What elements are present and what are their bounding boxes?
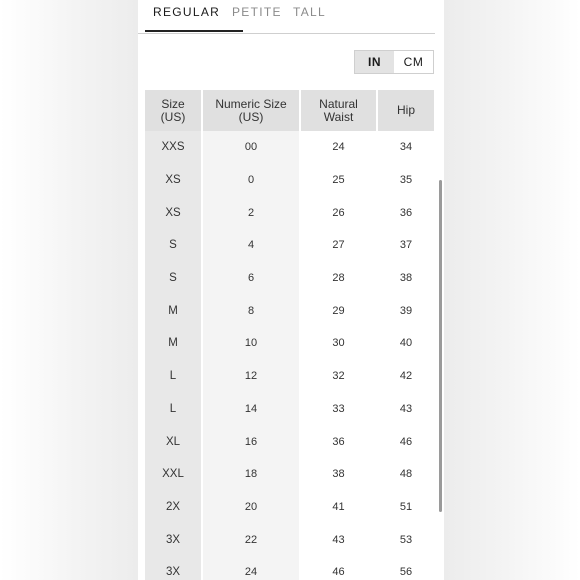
tab-regular[interactable]: REGULAR (153, 5, 221, 19)
table-row (145, 131, 434, 164)
table-cell: 22 (202, 523, 300, 556)
table-row (145, 458, 434, 491)
size-table (145, 90, 434, 580)
table-cell: 3X (145, 556, 202, 580)
scrollbar-thumb[interactable] (439, 180, 442, 512)
table-cell: 30 (300, 327, 377, 360)
unit-cm-button[interactable]: CM (403, 55, 424, 69)
table-cell: 26 (300, 196, 377, 229)
table-row (145, 491, 434, 524)
table-row (145, 393, 434, 426)
table-cell: 36 (399, 206, 413, 219)
table-cell: 35 (399, 174, 413, 187)
table-cell: 33 (300, 393, 377, 426)
table-cell: XL (145, 425, 202, 458)
table-cell: M (145, 294, 202, 327)
table-row (145, 262, 434, 295)
table-cell: 6 (202, 262, 300, 295)
table-cell: S (145, 229, 202, 262)
column-header (300, 90, 377, 131)
table-cell: 34 (399, 141, 413, 154)
table-cell: 32 (300, 360, 377, 393)
table-cell: 46 (300, 556, 377, 580)
table-row (145, 425, 434, 458)
table-cell: 16 (202, 425, 300, 458)
table-cell: 36 (300, 425, 377, 458)
table-cell: L (145, 360, 202, 393)
table-cell: 46 (399, 435, 413, 448)
table-cell: 29 (300, 294, 377, 327)
table-cell: 0 (202, 164, 300, 197)
table-cell: 56 (399, 566, 413, 579)
table-row (145, 164, 434, 197)
table-cell: 37 (399, 239, 413, 252)
table-cell: XXS (145, 131, 202, 164)
column-header-line: (US) (238, 109, 264, 124)
column-header-line: Natural (319, 96, 358, 111)
table-cell: 48 (399, 468, 413, 481)
unit-in-button[interactable]: IN (355, 51, 394, 73)
table-cell: 51 (399, 500, 413, 513)
table-cell: 4 (202, 229, 300, 262)
unit-toggle (354, 50, 434, 74)
column-header (377, 90, 434, 131)
table-cell: 12 (202, 360, 300, 393)
column-header (202, 90, 300, 131)
table-cell: 53 (399, 533, 413, 546)
table-cell: 24 (300, 131, 377, 164)
table-cell: 10 (202, 327, 300, 360)
column-header-line: Hip (396, 103, 415, 117)
table-row (145, 523, 434, 556)
table-cell: 2X (145, 491, 202, 524)
table-header-row (145, 90, 434, 131)
table-cell: 43 (399, 402, 413, 415)
table-cell: 27 (300, 229, 377, 262)
table-row (145, 556, 434, 580)
table-row (145, 196, 434, 229)
table-cell: L (145, 393, 202, 426)
table-cell: 20 (202, 491, 300, 524)
table-cell: M (145, 327, 202, 360)
table-row (145, 327, 434, 360)
column-header-line: Numeric Size (215, 96, 287, 111)
table-row (145, 360, 434, 393)
table-cell: 2 (202, 196, 300, 229)
table-cell: S (145, 262, 202, 295)
column-header-line: Waist (323, 109, 354, 124)
table-cell: 24 (202, 556, 300, 580)
table-cell: 43 (300, 523, 377, 556)
table-cell: 39 (399, 304, 413, 317)
table-cell: XS (145, 164, 202, 197)
table-cell: XXL (145, 458, 202, 491)
table-cell: 40 (399, 337, 413, 350)
table-cell: 14 (202, 393, 300, 426)
column-header (145, 90, 202, 131)
table-cell: 00 (202, 131, 300, 164)
table-row (145, 229, 434, 262)
table-cell: 41 (300, 491, 377, 524)
table-cell: 42 (399, 370, 413, 383)
right-backdrop (444, 0, 580, 580)
table-body (145, 131, 434, 580)
tab-tall[interactable]: TALL (293, 5, 326, 19)
fit-tabs (138, 0, 435, 34)
table-cell: 28 (300, 262, 377, 295)
column-header-line: (US) (160, 109, 186, 124)
column-header-line: Size (161, 96, 185, 111)
table-cell: 8 (202, 294, 300, 327)
table-cell: 3X (145, 523, 202, 556)
table-row (145, 294, 434, 327)
table-cell: 18 (202, 458, 300, 491)
left-backdrop (0, 0, 138, 580)
table-cell: XS (145, 196, 202, 229)
size-chart-panel (138, 0, 444, 580)
table-cell: 38 (300, 458, 377, 491)
active-tab-indicator (145, 30, 243, 32)
tab-petite[interactable]: PETITE (232, 5, 282, 19)
table-cell: 38 (399, 272, 413, 285)
table-cell: 25 (300, 164, 377, 197)
